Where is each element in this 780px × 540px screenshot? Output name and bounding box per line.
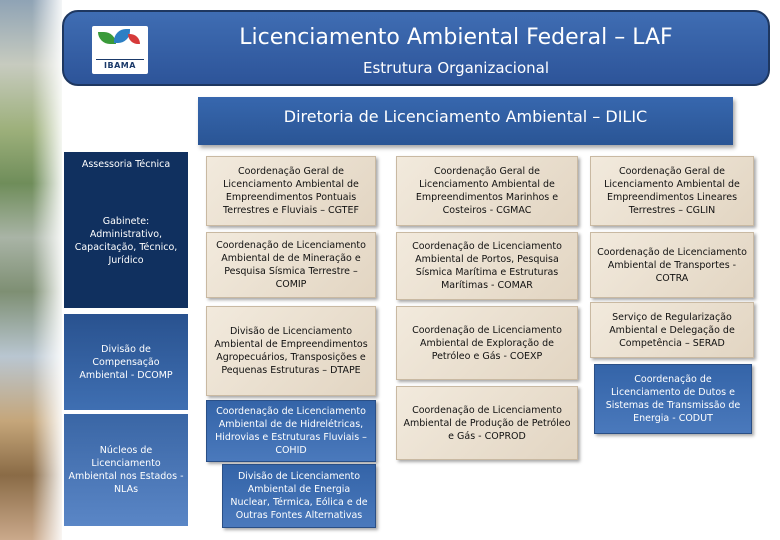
logo-text: IBAMA	[96, 59, 144, 70]
coexp-label: Coordenação de Licenciamento Ambiental de Exploração de Petróleo e Gás - COEXP	[412, 324, 562, 362]
cglin-box	[590, 156, 754, 226]
assessoria-tecnica: Assessoria Técnica	[81, 159, 171, 170]
cglin-label: Coordenação Geral de Licenciamento Ambiental de Empreendimentos Lineares Terrestres – CGLIN	[604, 166, 740, 216]
cohid-box	[206, 400, 376, 462]
energia-label: Divisão de Licenciamento Ambiental de Energia Nuclear, Térmica, Eólica e de Outras Fontes Alternativas	[230, 471, 368, 521]
cgtef-label: Coordenação Geral de Licenciamento Ambiental de Empreendimentos Pontuais Terrestres e Fluviais – CGTEF	[223, 166, 359, 216]
nlas-label: Núcleos de Licenciamento Ambiental nos Estados - NLAs	[68, 445, 184, 495]
nlas-box	[64, 414, 188, 526]
cohid-label: Coordenação de Licenciamento Ambiental de de Hidrelétricas, Hidrovias e Estruturas Fluviais – COHID	[215, 406, 367, 456]
cotra-label: Coordenação de Licenciamento Ambiental de Transportes - COTRA	[597, 246, 747, 284]
dtape-label: Divisão de Licenciamento Ambiental de Empreendimentos Agropecuários, Transposições e Pequenas Estruturas – DTAPE	[214, 326, 368, 376]
energia-box	[222, 464, 376, 528]
dtape-box	[206, 306, 376, 396]
cotra-box	[590, 232, 754, 298]
codut-label: Coordenação de Licenciamento de Dutos e Sistemas de Transmissão de Energia - CODUT	[605, 374, 741, 424]
codut-box	[594, 364, 752, 434]
ibama-logo	[92, 26, 148, 74]
comip-box	[206, 232, 376, 298]
page-title: Licenciamento Ambiental Federal – LAF	[239, 25, 673, 50]
assessoria-gabinete-box	[64, 152, 188, 308]
dcomp-box	[64, 314, 188, 410]
photo-strip	[0, 0, 62, 540]
comip-label: Coordenação de Licenciamento Ambiental de de Mineração e Pesquisa Sísmica Terrestre – COMIP	[216, 240, 366, 290]
dcomp-label: Divisão de Compensação Ambiental - DCOMP	[79, 343, 173, 381]
photo-fade	[32, 0, 62, 540]
coexp-box	[396, 306, 578, 380]
cgtef-box	[206, 156, 376, 226]
logo-leaf-red	[128, 34, 140, 44]
serad-box	[590, 302, 754, 358]
directorate-box: Diretoria de Licenciamento Ambiental – DILIC	[198, 97, 733, 145]
cgmac-box	[396, 156, 578, 226]
cgmac-label: Coordenação Geral de Licenciamento Ambiental de Empreendimentos Marinhos e Costeiros - CGMAC	[415, 166, 559, 216]
coprod-box	[396, 386, 578, 460]
serad-label: Serviço de Regularização Ambiental e Delegação de Competência – SERAD	[609, 311, 735, 349]
gabinete: Gabinete: Administrativo, Capacitação, Técnico, Jurídico	[74, 216, 178, 266]
coprod-label: Coordenação de Licenciamento Ambiental de Produção de Petróleo e Gás - COPROD	[403, 404, 571, 442]
comar-box	[396, 232, 578, 300]
page-subtitle: Estrutura Organizacional	[363, 59, 549, 77]
comar-label: Coordenação de Licenciamento Ambiental de Portos, Pesquisa Sísmica Marítima e Estruturas Marítimas - COMAR	[412, 241, 562, 291]
header-banner	[62, 10, 770, 86]
